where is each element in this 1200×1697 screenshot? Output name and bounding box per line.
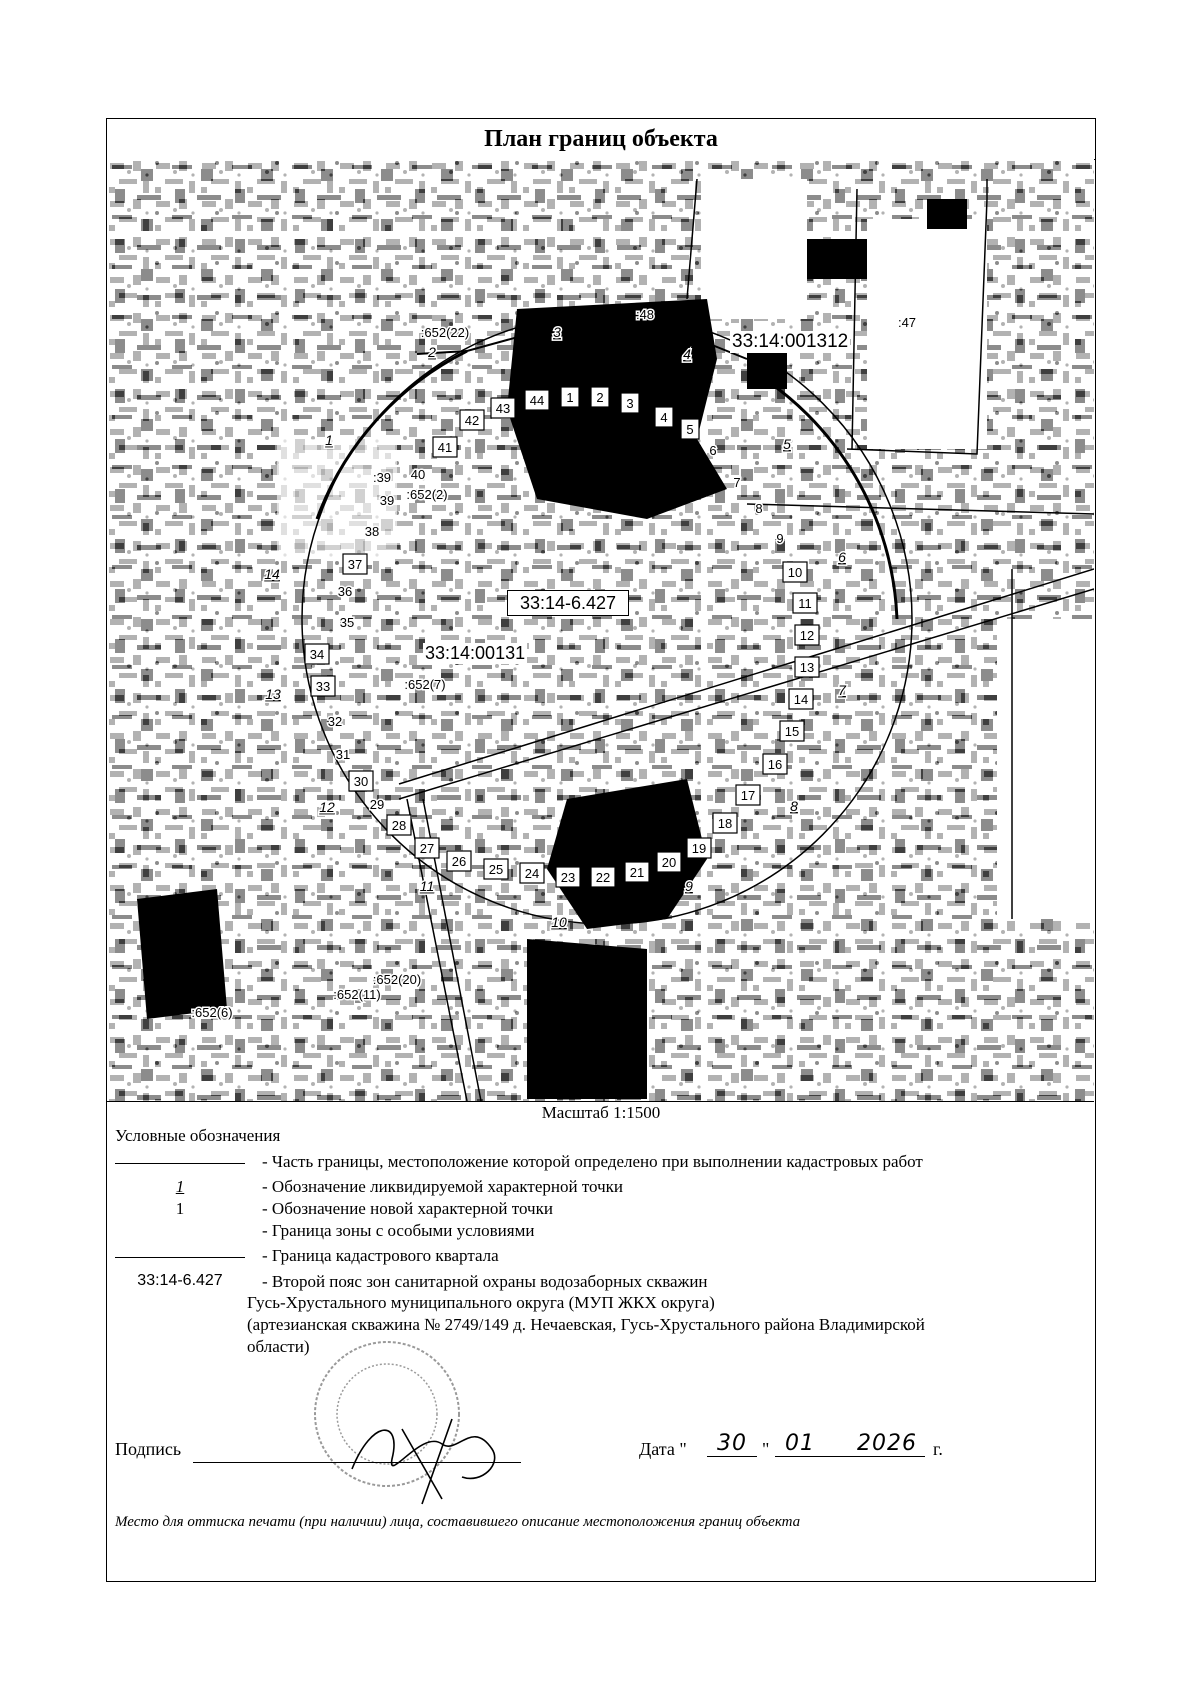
legend-text: - Граница кадастрового квартала [262, 1246, 499, 1265]
zone-description-2: (артезианская скважина № 2749/149 д. Нечаевская, Гусь-Хрустального района Владимирской [247, 1315, 925, 1334]
zone-label-box[interactable]: 33:14-6.427 [507, 590, 629, 616]
clearing [867, 219, 987, 449]
building-mass-south [527, 939, 647, 1099]
new-point-label: 39 [379, 493, 395, 508]
building [807, 239, 867, 279]
legend-item-new-point [107, 1199, 1095, 1223]
new-point-label: 17 [740, 788, 756, 803]
new-point-label: 30 [353, 774, 369, 789]
new-point-label: 14 [793, 692, 809, 707]
parcel-label: :652(22) [420, 325, 470, 340]
map-area[interactable] [107, 159, 1094, 1102]
new-point-label: 34 [309, 647, 325, 662]
signature-label: Подпись [115, 1439, 182, 1459]
legend-symbol-thick-line [115, 1257, 245, 1258]
parcel-label: :47 [897, 315, 917, 330]
new-point-label: 38 [364, 524, 380, 539]
legend-item-removed-point [107, 1177, 1095, 1201]
new-point-label: 25 [488, 862, 504, 877]
new-point-label: 23 [560, 870, 576, 885]
removed-point-label: 11 [419, 878, 435, 894]
parcel-label: :48 [635, 307, 655, 322]
removed-point-label: 4 [683, 346, 691, 362]
new-point-label: 21 [629, 865, 645, 880]
parcel-label: :652(7) [404, 677, 446, 692]
new-point-label: 36 [337, 584, 353, 599]
new-point-label: 40 [410, 467, 426, 482]
legend-symbol-removed: 1 [175, 1177, 185, 1196]
legend-text: - Граница зоны с особыми условиями [262, 1221, 535, 1240]
new-point-label: 44 [529, 393, 545, 408]
legend-symbol-new: 1 [175, 1199, 185, 1218]
removed-point-label: 1 [325, 432, 333, 448]
removed-point-label: 12 [319, 799, 335, 815]
building [927, 199, 967, 229]
parcel-label: :39 [372, 470, 392, 485]
new-point-label: 11 [798, 596, 812, 611]
legend-item-zone-border [107, 1221, 1095, 1245]
removed-point-label: 5 [783, 436, 791, 452]
new-point-label: 22 [595, 870, 611, 885]
map-canvas [107, 159, 1094, 1101]
parcel-label: :652(2) [406, 487, 448, 502]
quarter-label-ne: 33:14:001312 [732, 331, 849, 352]
new-point-label: 33 [315, 679, 331, 694]
date-quote: " [762, 1439, 770, 1459]
new-point-label: 10 [787, 565, 803, 580]
date-suffix: г. [933, 1439, 943, 1459]
legend-text: - Второй пояс зон санитарной охраны водозаборных скважин [262, 1272, 708, 1291]
legend-symbol-thin-line [115, 1163, 245, 1164]
stamp-place-note: Место для оттиска печати (при наличии) лица, составившего описание местоположения границ объекта [115, 1514, 801, 1530]
new-point-label: 37 [347, 557, 363, 572]
new-point-label: 20 [661, 855, 677, 870]
removed-point-label: 10 [551, 914, 567, 930]
legend-text: - Часть границы, местоположение которой определено при выполнении кадастровых работ [262, 1152, 923, 1171]
new-point-label: 3 [626, 396, 634, 411]
date-month[interactable]: 01 [775, 1431, 925, 1457]
removed-point-label: 2 [428, 344, 436, 360]
new-point-label: 31 [335, 747, 351, 762]
removed-point-label: 14 [264, 566, 280, 582]
new-point-label: 35 [339, 615, 355, 630]
scale-text: Масштаб 1:1500 [541, 1103, 661, 1122]
new-point-label: 5 [686, 422, 694, 437]
removed-point-label: 6 [838, 549, 846, 565]
plan-sheet [106, 118, 1096, 1582]
removed-point-label: 9 [685, 878, 693, 894]
legend-item-quarter-border [107, 1246, 1095, 1270]
new-point-label: 42 [464, 413, 480, 428]
new-point-label: 15 [784, 724, 800, 739]
legend-item-surveyed [107, 1152, 1095, 1176]
legend-symbol-zone-code: 33:14-6.427 [137, 1272, 223, 1289]
new-point-label: 4 [660, 410, 668, 425]
new-point-label: 7 [733, 475, 741, 490]
removed-point-label: 3 [553, 324, 561, 340]
new-point-label: 13 [799, 660, 815, 675]
zone-description-3: области) [247, 1337, 310, 1356]
new-point-label: 2 [596, 390, 604, 405]
new-point-label: 24 [524, 866, 540, 881]
legend-text: - Обозначение новой характерной точки [262, 1199, 553, 1218]
new-point-label: 26 [451, 854, 467, 869]
new-point-label: 41 [437, 440, 453, 455]
date-day[interactable]: 30 [707, 1431, 757, 1457]
new-point-label: 6 [709, 443, 717, 458]
parcel-label: :652(6) [191, 1005, 233, 1020]
parcel-label: :652(20) [372, 972, 422, 987]
date-label: Дата " [639, 1439, 687, 1459]
new-point-label: 19 [691, 841, 707, 856]
new-point-label: 27 [419, 841, 435, 856]
new-point-label: 16 [767, 757, 783, 772]
new-point-label: 12 [799, 628, 815, 643]
removed-point-label: 8 [790, 798, 798, 814]
legend-text: - Обозначение ликвидируемой характерной точки [262, 1177, 624, 1196]
building-mass-west [137, 889, 227, 1019]
page-title: План границ объекта [107, 119, 1095, 160]
legend-title: Условные обозначения [115, 1126, 281, 1145]
new-point-label: 9 [776, 531, 784, 546]
parcel-label: :652(11) [333, 987, 381, 1002]
clearing [707, 179, 807, 319]
removed-point-label: 7 [838, 682, 846, 698]
quarter-label-center: 33:14:00131 [425, 643, 526, 663]
new-point-label: 32 [327, 714, 343, 729]
zone-description-1: Гусь-Хрустального муниципального округа (МУП ЖКХ округа) [247, 1293, 715, 1312]
new-point-label: 18 [717, 816, 733, 831]
new-point-label: 8 [755, 501, 763, 516]
new-point-label: 29 [369, 797, 385, 812]
new-point-label: 1 [566, 390, 574, 405]
date-year[interactable]: 2026 [857, 1431, 917, 1456]
signature-mark [332, 1389, 552, 1509]
new-point-label: 28 [391, 818, 407, 833]
removed-point-label: 13 [265, 686, 281, 702]
new-point-label: 43 [495, 401, 511, 416]
